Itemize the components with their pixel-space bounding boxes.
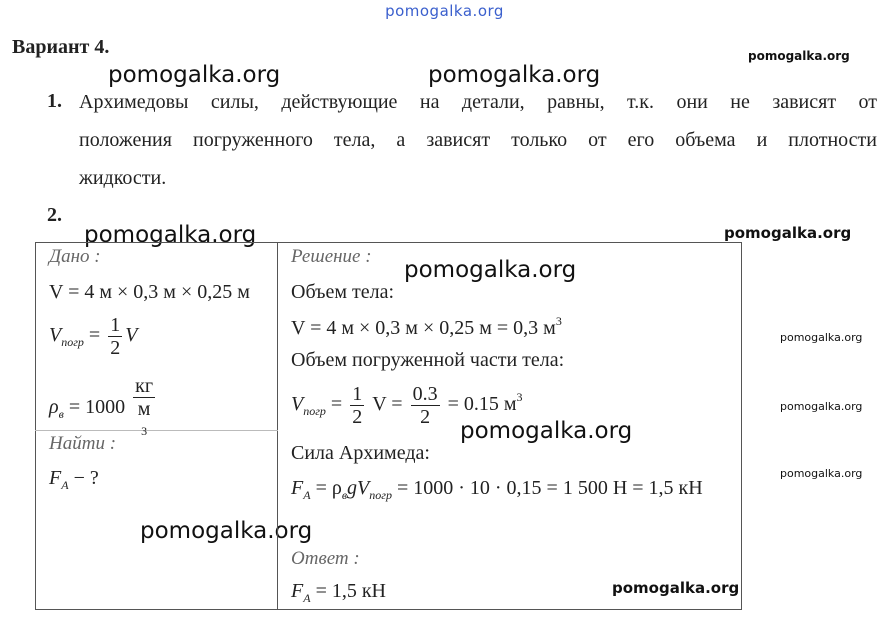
watermark: pomogalka.org [108, 62, 281, 88]
column-divider [277, 242, 278, 610]
answer-value: $F_A = 1,5$ кН [291, 580, 387, 605]
given-volume: V = 4 м × 0,3 м × 0,25 м [49, 281, 250, 303]
watermark: pomogalka.org [612, 579, 740, 597]
given-submerged-volume: $V_{погр}$ = $\frac{1}{2}$ V [49, 314, 138, 359]
paragraph-line: положения погруженного тела, а зависят только от его объема и плотности [79, 129, 877, 151]
submerged-volume-title: Объем погруженной части тела: [291, 349, 565, 371]
watermark: pomogalka.org [780, 331, 863, 344]
page-title: Вариант 4. [12, 36, 110, 58]
watermark: pomogalka.org [404, 257, 577, 283]
watermark: pomogalka.org [140, 518, 313, 544]
find-force: $F_A$ − ? [49, 467, 99, 492]
given-density: $\rho_в = 1000$ кг м 3 [49, 375, 154, 438]
watermark: pomogalka.org [780, 400, 863, 413]
answer-label: Ответ : [291, 548, 360, 569]
submerged-volume-equation: $V_{погр}$ = $\frac{1}{2}$ V = $\frac{0.3}{2}$ = 0.15 $м^3$ [291, 383, 523, 428]
watermark: pomogalka.org [460, 418, 633, 444]
watermark: pomogalka.org [780, 467, 863, 480]
solution-label: Решение : [291, 246, 372, 267]
watermark-top: pomogalka.org [385, 2, 504, 20]
paragraph-line: жидкости. [79, 167, 167, 189]
paragraph-line: Архимедовы силы, действующие на детали, равны, т.к. они не зависят от [79, 91, 877, 113]
force-title: Сила Архимеда: [291, 442, 430, 464]
given-label: Дано : [49, 246, 101, 267]
item-number: 1. [47, 90, 62, 112]
item-number: 2. [47, 204, 62, 226]
watermark: pomogalka.org [428, 62, 601, 88]
volume-title: Объем тела: [291, 281, 395, 303]
watermark: pomogalka.org [724, 224, 852, 242]
find-label: Найти : [49, 433, 117, 454]
watermark: pomogalka.org [84, 222, 257, 248]
force-equation: $F_A = \rho_вgV_{погр} = 1000 \cdot 10 \cdot 0,15 = 1$ 500 Н = 1,5 кН [291, 477, 703, 502]
volume-equation: V = 4 м × 0,3 м × 0,25 м = 0,3 $м^3$ [291, 314, 562, 339]
answer-paragraph [79, 83, 877, 197]
watermark: pomogalka.org [748, 49, 850, 63]
